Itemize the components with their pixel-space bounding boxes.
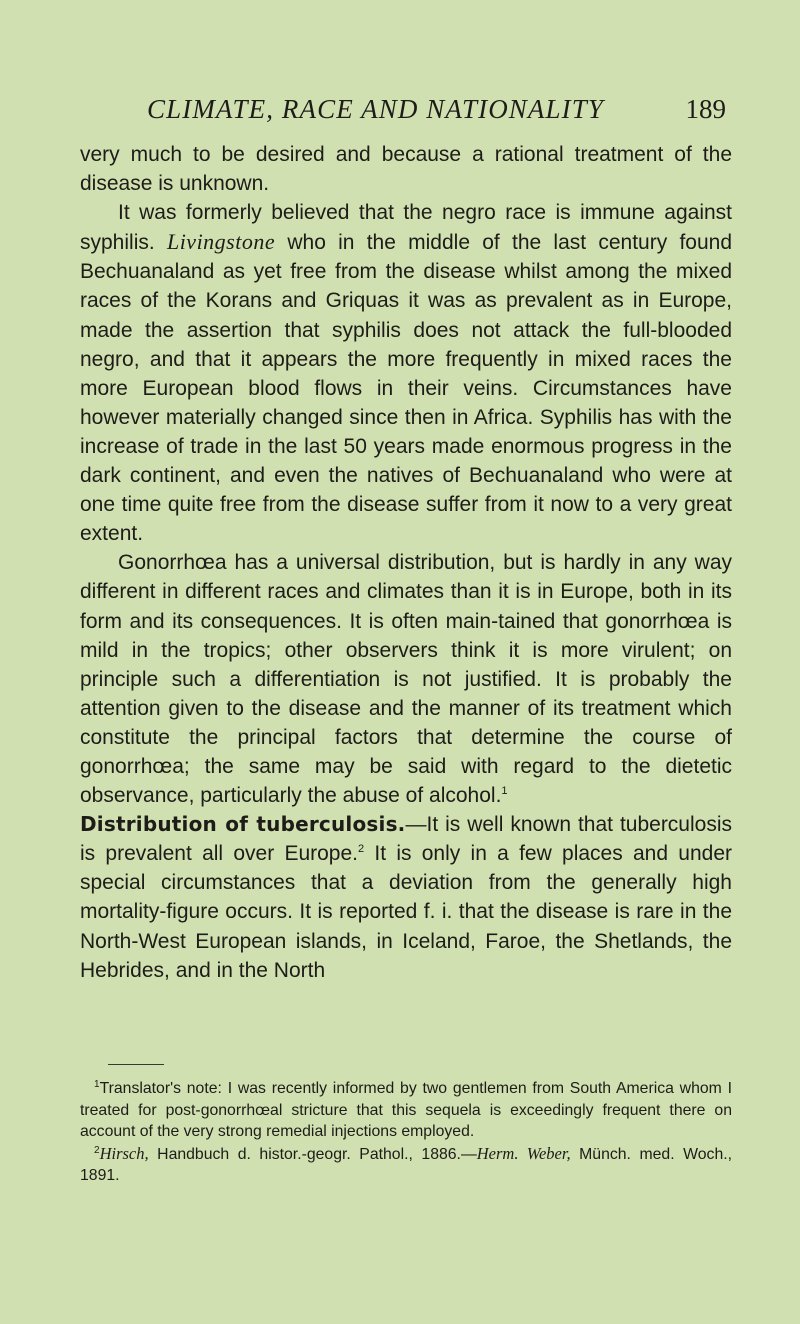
- section-heading: Distribution of tuberculosis.: [80, 812, 406, 837]
- footnote-marker: 1: [94, 1079, 100, 1090]
- paragraph-text: It was formerly believed that the negro race is immune against syphilis.: [80, 201, 732, 255]
- paragraph-syphilis: [80, 198, 732, 548]
- footnote-reference: 2: [358, 843, 365, 856]
- footnote-reference: 1: [501, 785, 508, 798]
- paragraph-text: Gonorrhœa has a universal distribution, but is hardly in any way different in different races and climates than it is in Europe, both in its form and its consequences. It is often main-tained that gonorrhœa is mild in the tropics; other observers think it is more virulent; on principle such a differentiation is not justified. It is probably the attention given to the disease and the manner of its treatment which constitute the principal factors that determine the course of gonorrhœa; the same may be said with regard to the dietetic observance, particularly the abuse of alcohol.: [80, 551, 732, 808]
- book-page: [80, 0, 732, 1324]
- author-name: Livingstone: [166, 229, 276, 255]
- paragraph-tuberculosis: [80, 810, 732, 985]
- page-number: 189: [685, 94, 726, 124]
- footnotes: [80, 1078, 732, 1187]
- paragraph-text: who in the middle of the last century found Bechuanaland as yet free from the disease whilst among the mixed races of the Korans and Griquas it was as prevalent as in Europe, made the assertion that syphilis does not attack the full-blooded negro, and that it appears the more frequently in mixed races the more European blood flows in their veins. Circumstances have however materially changed since then in Africa. Syphilis has with the increase of trade in the last 50 years made enormous progress in the dark continent, and even the natives of Bechuanaland who were at one time quite free from the disease suffer from it now to a very great extent.: [80, 231, 733, 546]
- page-header: [80, 92, 732, 132]
- paragraph-continuation: [80, 140, 732, 198]
- footnote-marker: 2: [94, 1144, 100, 1156]
- paragraph-text: very much to be desired and because a rational treatment of the disease is unknown.: [80, 143, 732, 196]
- footnote-author: Hirsch,: [99, 1143, 149, 1163]
- paragraph-text: —It is well known that tuberculosis is prevalent all over Europe.: [80, 813, 732, 866]
- running-title: CLIMATE, RACE AND NATIONALITY: [147, 94, 604, 124]
- footnote-text: Handbuch d. histor.-geogr. Pathol., 1886.—: [157, 1145, 477, 1163]
- paragraph-gonorrhoea: [80, 548, 732, 810]
- footnote-text: Translator's note: I was recently informed by two gentlemen from South America whom I treated for post-gonorrhœal stricture that this sequela is exceedingly frequent there on account of the very strong remedial injections employed.: [80, 1080, 732, 1140]
- paragraph-text: It is only in a few places and under special circumstances that a deviation from the generally high mortality-figure occurs. It is reported f. i. that the disease is rare in the North-West European islands, in Iceland, Faroe, the Shetlands, the Hebrides, and in the North: [80, 842, 732, 982]
- footnote-author: Herm. Weber,: [476, 1143, 571, 1163]
- footnote-2: [80, 1143, 732, 1187]
- body-text: [80, 140, 732, 985]
- footnote-text: Münch. med. Woch., 1891.: [80, 1145, 733, 1184]
- footnote-1: [80, 1078, 732, 1143]
- footnote-divider: [108, 1064, 164, 1065]
